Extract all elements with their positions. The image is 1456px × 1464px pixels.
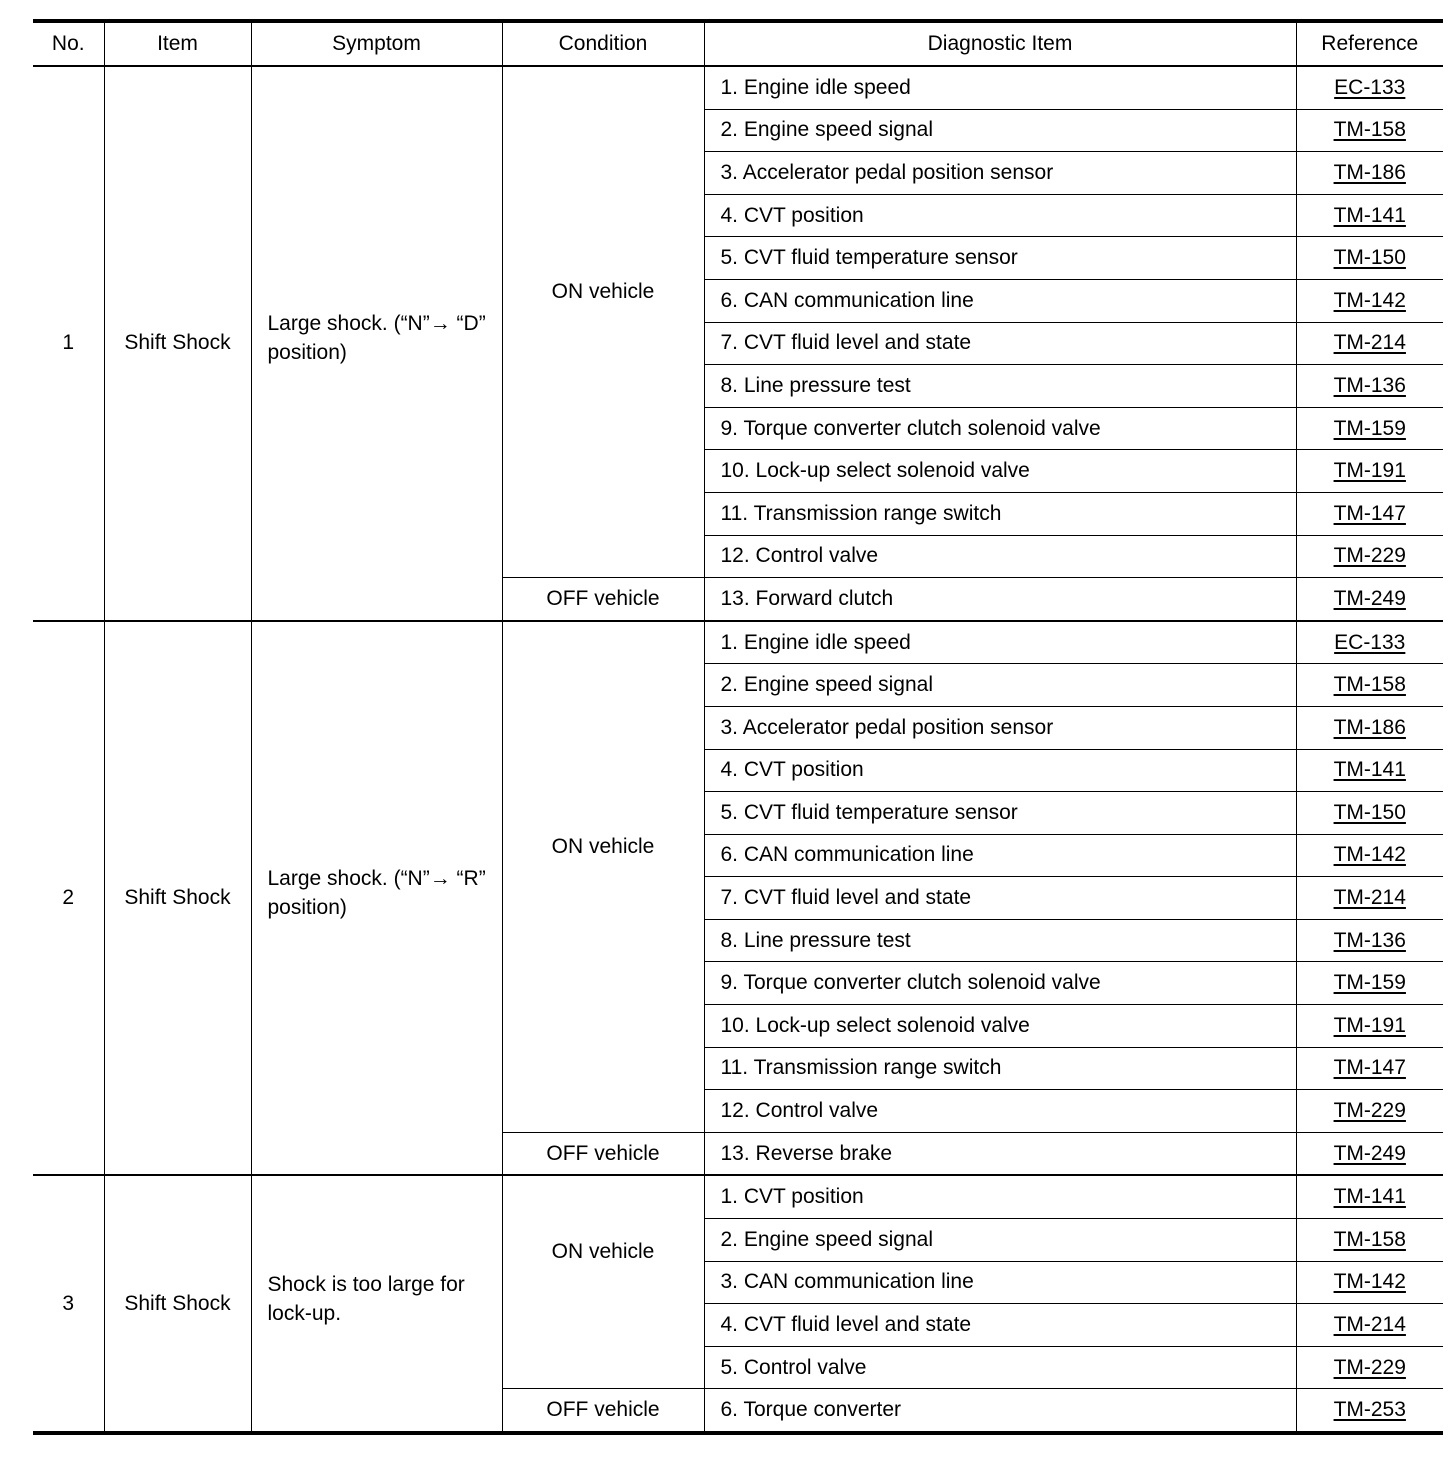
diagnostic-item-cell: 3. CAN communication line xyxy=(704,1261,1296,1304)
reference-link[interactable]: TM-214 xyxy=(1333,1313,1406,1337)
reference-link[interactable]: EC-133 xyxy=(1334,75,1406,99)
reference-link[interactable]: TM-141 xyxy=(1333,203,1406,227)
reference-link[interactable]: TM-141 xyxy=(1333,758,1406,782)
reference-cell xyxy=(1296,919,1443,962)
reference-link[interactable]: TM-150 xyxy=(1333,800,1406,824)
reference-link[interactable]: TM-142 xyxy=(1333,288,1406,312)
reference-cell xyxy=(1296,1304,1443,1347)
reference-link[interactable]: TM-229 xyxy=(1333,1355,1406,1379)
reference-link[interactable]: TM-147 xyxy=(1333,1056,1406,1080)
reference-cell xyxy=(1296,1005,1443,1048)
diagnostic-item-cell: 10. Lock-up select solenoid valve xyxy=(704,450,1296,493)
reference-link[interactable]: TM-229 xyxy=(1333,544,1406,568)
item-cell: Shift Shock xyxy=(104,1175,251,1433)
reference-cell xyxy=(1296,664,1443,707)
diagnostic-item-cell: 12. Control valve xyxy=(704,1090,1296,1133)
diagnostic-item-cell: 7. CVT fluid level and state xyxy=(704,877,1296,920)
diagnostic-item-cell: 4. CVT position xyxy=(704,749,1296,792)
diagnostic-item-cell: 13. Reverse brake xyxy=(704,1132,1296,1175)
diagnostic-item-cell: 6. Torque converter xyxy=(704,1389,1296,1433)
diagnostic-item-cell: 11. Transmission range switch xyxy=(704,492,1296,535)
table-row xyxy=(33,66,1443,109)
reference-cell xyxy=(1296,450,1443,493)
reference-cell xyxy=(1296,407,1443,450)
diagnostic-item-cell: 6. CAN communication line xyxy=(704,834,1296,877)
condition-off-vehicle: OFF vehicle xyxy=(502,578,704,621)
reference-cell xyxy=(1296,1261,1443,1304)
reference-cell xyxy=(1296,365,1443,408)
table-row xyxy=(33,621,1443,664)
condition-text: ON vehicle xyxy=(551,280,655,304)
reference-cell xyxy=(1296,492,1443,535)
reference-cell xyxy=(1296,1047,1443,1090)
diagnostic-item-cell: 1. Engine idle speed xyxy=(704,66,1296,109)
reference-link[interactable]: TM-186 xyxy=(1333,160,1406,184)
diagnostic-item-cell: 6. CAN communication line xyxy=(704,279,1296,322)
reference-link[interactable]: TM-214 xyxy=(1333,331,1406,355)
symptom-cell xyxy=(251,621,502,1176)
symptom-cell xyxy=(251,66,502,621)
reference-cell xyxy=(1296,66,1443,109)
row-number: 2 xyxy=(33,621,104,1176)
diagnostic-item-cell: 3. Accelerator pedal position sensor xyxy=(704,152,1296,195)
reference-cell xyxy=(1296,152,1443,195)
reference-cell xyxy=(1296,834,1443,877)
condition-off-vehicle: OFF vehicle xyxy=(502,1132,704,1175)
diagnostic-item-cell: 9. Torque converter clutch solenoid valve xyxy=(704,962,1296,1005)
header-reference: Reference xyxy=(1296,21,1443,66)
reference-link[interactable]: TM-186 xyxy=(1333,715,1406,739)
diagnostic-item-cell: 1. Engine idle speed xyxy=(704,621,1296,664)
table-header-row xyxy=(33,21,1443,66)
diagnostic-item-cell: 1. CVT position xyxy=(704,1175,1296,1218)
header-condition: Condition xyxy=(502,21,704,66)
diagnostic-item-cell: 8. Line pressure test xyxy=(704,919,1296,962)
reference-cell xyxy=(1296,1175,1443,1218)
reference-cell xyxy=(1296,109,1443,152)
diagnostic-item-cell: 2. Engine speed signal xyxy=(704,109,1296,152)
reference-cell xyxy=(1296,322,1443,365)
reference-link[interactable]: TM-229 xyxy=(1333,1099,1406,1123)
reference-cell xyxy=(1296,749,1443,792)
reference-cell xyxy=(1296,1346,1443,1389)
table-body xyxy=(33,66,1443,1433)
reference-link[interactable]: TM-141 xyxy=(1333,1185,1406,1209)
diagnostic-item-cell: 8. Line pressure test xyxy=(704,365,1296,408)
diagnostic-item-cell: 10. Lock-up select solenoid valve xyxy=(704,1005,1296,1048)
reference-cell xyxy=(1296,237,1443,280)
diagnostic-item-cell: 13. Forward clutch xyxy=(704,578,1296,621)
header-diagnostic-item: Diagnostic Item xyxy=(704,21,1296,66)
symptom-text: Shock is too large for lock-up. xyxy=(267,1272,465,1325)
diagnostic-item-cell: 12. Control valve xyxy=(704,535,1296,578)
reference-link[interactable]: TM-136 xyxy=(1333,373,1406,397)
reference-link[interactable]: TM-142 xyxy=(1333,843,1406,867)
reference-cell xyxy=(1296,1389,1443,1433)
reference-link[interactable]: TM-136 xyxy=(1333,928,1406,952)
item-cell: Shift Shock xyxy=(104,621,251,1176)
reference-link[interactable]: TM-191 xyxy=(1333,459,1406,483)
diagnostic-item-cell: 2. Engine speed signal xyxy=(704,664,1296,707)
reference-link[interactable]: EC-133 xyxy=(1334,630,1406,654)
symptom-cell xyxy=(251,1175,502,1433)
reference-link[interactable]: TM-249 xyxy=(1333,1141,1406,1165)
reference-cell xyxy=(1296,792,1443,835)
reference-cell xyxy=(1296,877,1443,920)
header-item: Item xyxy=(104,21,251,66)
reference-cell xyxy=(1296,706,1443,749)
reference-link[interactable]: TM-158 xyxy=(1333,673,1406,697)
header-symptom: Symptom xyxy=(251,21,502,66)
reference-link[interactable]: TM-159 xyxy=(1333,416,1406,440)
reference-cell xyxy=(1296,621,1443,664)
row-number: 3 xyxy=(33,1175,104,1433)
symptom-text: Large shock. (“N”→ “R” position) xyxy=(267,867,486,920)
reference-cell xyxy=(1296,279,1443,322)
condition-text: ON vehicle xyxy=(551,834,655,858)
diagnostic-item-cell: 4. CVT position xyxy=(704,194,1296,237)
symptom-text: Large shock. (“N”→ “D” position) xyxy=(267,312,486,365)
reference-cell xyxy=(1296,1090,1443,1133)
reference-cell xyxy=(1296,578,1443,621)
diagnostic-item-cell: 2. Engine speed signal xyxy=(704,1219,1296,1262)
diagnostic-item-cell: 4. CVT fluid level and state xyxy=(704,1304,1296,1347)
diagnostic-item-cell: 11. Transmission range switch xyxy=(704,1047,1296,1090)
reference-link[interactable]: TM-253 xyxy=(1333,1398,1406,1422)
reference-cell xyxy=(1296,535,1443,578)
reference-cell xyxy=(1296,1219,1443,1262)
table-row xyxy=(33,1175,1443,1218)
condition-on-vehicle xyxy=(502,66,704,578)
diagnostic-item-cell: 7. CVT fluid level and state xyxy=(704,322,1296,365)
reference-link[interactable]: TM-158 xyxy=(1333,1227,1406,1251)
item-cell: Shift Shock xyxy=(104,66,251,621)
diagnostic-item-cell: 5. CVT fluid temperature sensor xyxy=(704,237,1296,280)
condition-on-vehicle xyxy=(502,621,704,1133)
diagnostic-item-cell: 9. Torque converter clutch solenoid valve xyxy=(704,407,1296,450)
reference-link[interactable]: TM-214 xyxy=(1333,886,1406,910)
diagnosis-table xyxy=(33,19,1443,1435)
condition-on-vehicle xyxy=(502,1175,704,1388)
diagnostic-item-cell: 5. Control valve xyxy=(704,1346,1296,1389)
reference-link[interactable]: TM-191 xyxy=(1333,1013,1406,1037)
reference-link[interactable]: TM-142 xyxy=(1333,1270,1406,1294)
reference-cell xyxy=(1296,962,1443,1005)
diagnostic-item-cell: 3. Accelerator pedal position sensor xyxy=(704,706,1296,749)
reference-cell xyxy=(1296,1132,1443,1175)
header-no: No. xyxy=(33,21,104,66)
reference-link[interactable]: TM-249 xyxy=(1333,586,1406,610)
reference-link[interactable]: TM-147 xyxy=(1333,501,1406,525)
diagnostic-item-cell: 5. CVT fluid temperature sensor xyxy=(704,792,1296,835)
condition-off-vehicle: OFF vehicle xyxy=(502,1389,704,1433)
reference-link[interactable]: TM-150 xyxy=(1333,246,1406,270)
reference-link[interactable]: TM-158 xyxy=(1333,118,1406,142)
reference-cell xyxy=(1296,194,1443,237)
condition-text: ON vehicle xyxy=(551,1240,655,1264)
row-number: 1 xyxy=(33,66,104,621)
reference-link[interactable]: TM-159 xyxy=(1333,971,1406,995)
